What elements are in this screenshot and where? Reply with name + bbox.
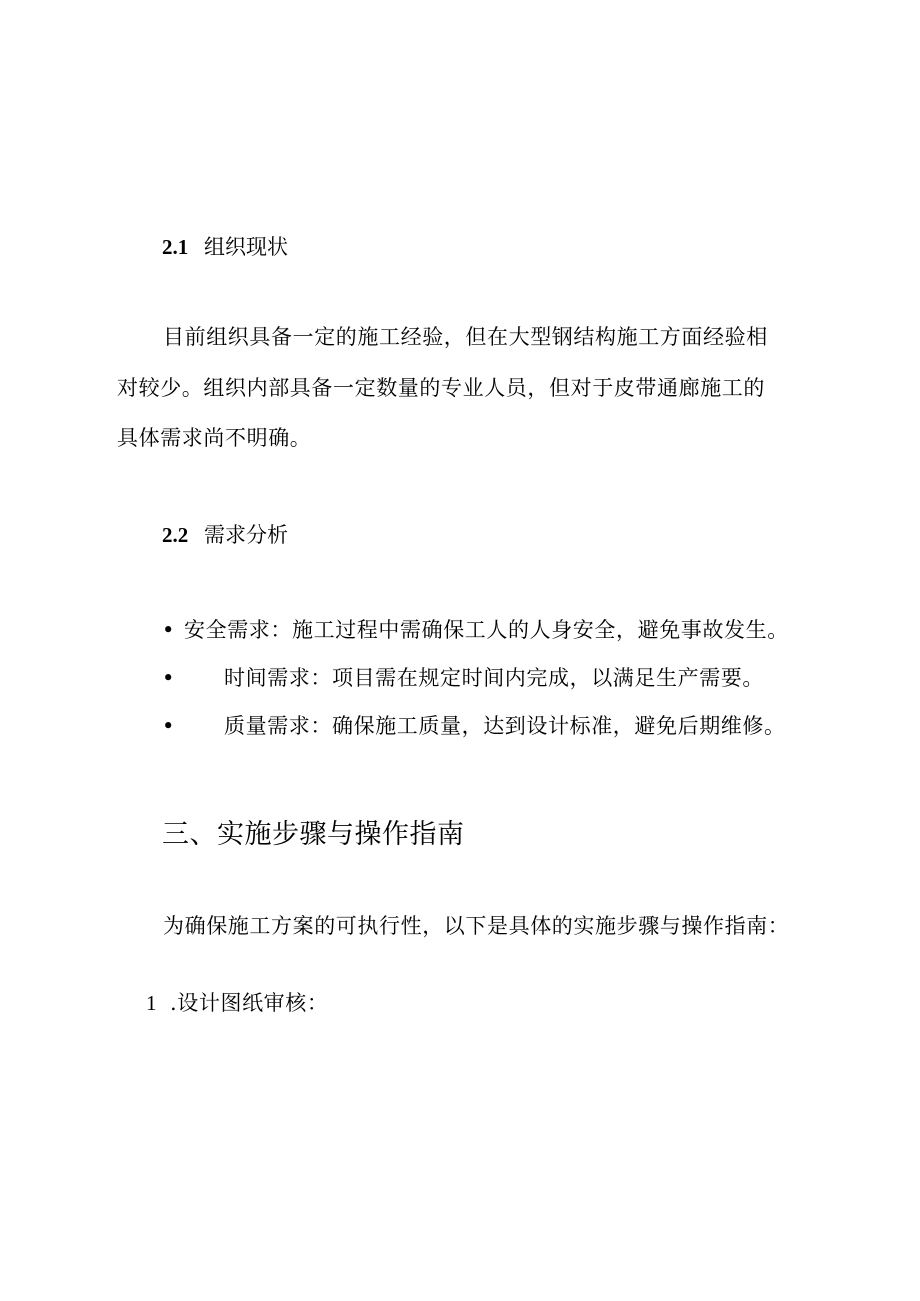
paragraph-line: 目前组织具备一定的施工经验，但在大型钢结构施工方面经验相 <box>163 325 768 349</box>
section-number: 2.2 <box>162 523 189 547</box>
bullet-item <box>162 662 764 692</box>
paragraph-line: 对较少。组织内部具备一定数量的专业人员，但对于皮带通廊施工的 <box>117 376 765 400</box>
section-3-intro: 为确保施工方案的可执行性，以下是具体的实施步骤与操作指南： <box>163 914 790 938</box>
section-3-heading: 三、实施步骤与操作指南 <box>162 819 465 850</box>
section-2-1-heading <box>162 231 288 261</box>
bullet-marker: • <box>162 714 175 738</box>
section-title: 需求分析 <box>204 523 288 547</box>
section-2-2-heading <box>162 519 288 549</box>
section-number: 2.1 <box>162 235 189 259</box>
paragraph-line: 具体需求尚不明确。 <box>117 426 312 450</box>
bullet-item <box>162 614 789 644</box>
bullet-marker: • <box>162 618 175 642</box>
bullet-text: 安全需求：施工过程中需确保工人的人身安全，避免事故发生。 <box>184 618 789 642</box>
bullet-text: 质量需求：确保施工质量，达到设计标准，避免后期维修。 <box>224 714 786 738</box>
step-item <box>146 987 328 1017</box>
step-text: .设计图纸审核： <box>170 991 329 1015</box>
bullet-marker: • <box>162 666 175 690</box>
step-number: 1 <box>146 991 158 1015</box>
bullet-text: 时间需求：项目需在规定时间内完成，以满足生产需要。 <box>224 666 764 690</box>
section-title: 组织现状 <box>204 235 288 259</box>
bullet-item <box>162 710 786 740</box>
